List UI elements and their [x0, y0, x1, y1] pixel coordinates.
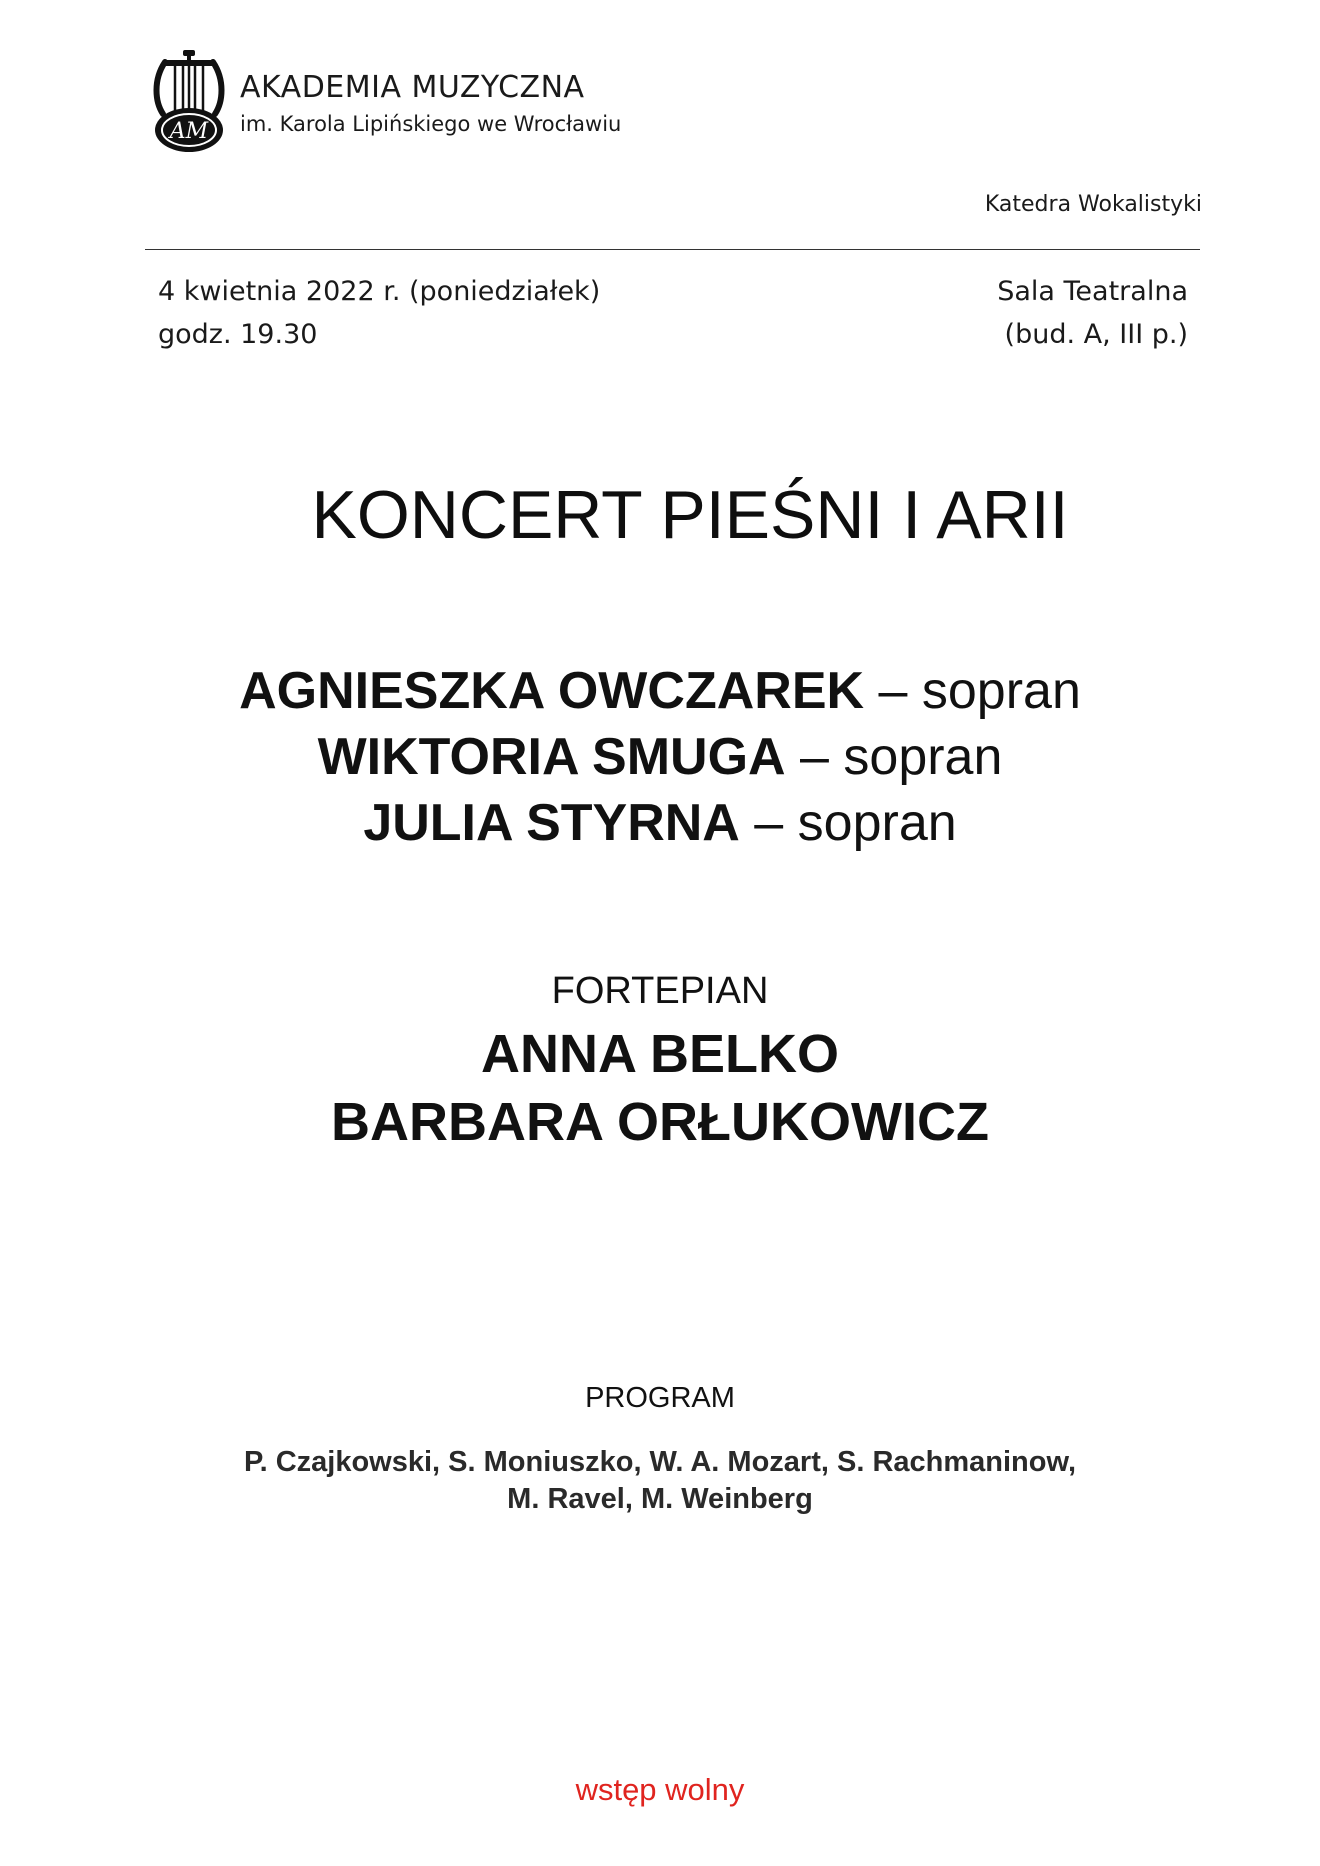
org-name: AKADEMIA MUZYCZNA: [240, 70, 585, 105]
singers-list: [0, 658, 1320, 856]
event-venue: [997, 270, 1188, 356]
venue-detail: (bud. A, III p.): [1004, 319, 1188, 350]
event-time: godz. 19.30: [158, 319, 318, 350]
venue-name: Sala Teatralna: [997, 276, 1188, 307]
singer-name: JULIA STYRNA: [363, 794, 740, 852]
event-datetime: [158, 270, 600, 356]
logo-monogram: AM: [169, 119, 209, 144]
org-subtitle: im. Karola Lipińskiego we Wrocławiu: [240, 112, 622, 136]
composers-line: P. Czajkowski, S. Moniuszko, W. A. Mozart, S. Rachmaninow,: [243, 1446, 1077, 1478]
pianists-list: [0, 1020, 1320, 1156]
program-label: PROGRAM: [585, 1382, 735, 1414]
singer-name: WIKTORIA SMUGA: [317, 728, 786, 786]
singer-role: – sopran: [785, 728, 1003, 786]
singer-line: [0, 790, 1320, 856]
piano-label: FORTEPIAN: [551, 970, 769, 1012]
singer-line: [0, 658, 1320, 724]
header-divider: [145, 249, 1200, 250]
lyre-logo-icon: [153, 50, 225, 154]
singer-name: AGNIESZKA OWCZAREK: [239, 662, 865, 720]
pianist-name: BARBARA ORŁUKOWICZ: [331, 1092, 989, 1152]
pianist-name: ANNA BELKO: [481, 1024, 839, 1084]
event-date: 4 kwietnia 2022 r. (poniedziałek): [158, 276, 601, 307]
department-label: Katedra Wokalistyki: [984, 192, 1202, 217]
singer-role: – sopran: [864, 662, 1081, 720]
singer-role: – sopran: [739, 794, 957, 852]
free-entry-note: wstęp wolny: [575, 1772, 745, 1807]
concert-title: KONCERT PIEŚNI I ARII: [311, 477, 1069, 553]
composers-line: M. Ravel, M. Weinberg: [507, 1483, 813, 1515]
singer-line: [0, 724, 1320, 790]
program-composers: [0, 1444, 1320, 1518]
